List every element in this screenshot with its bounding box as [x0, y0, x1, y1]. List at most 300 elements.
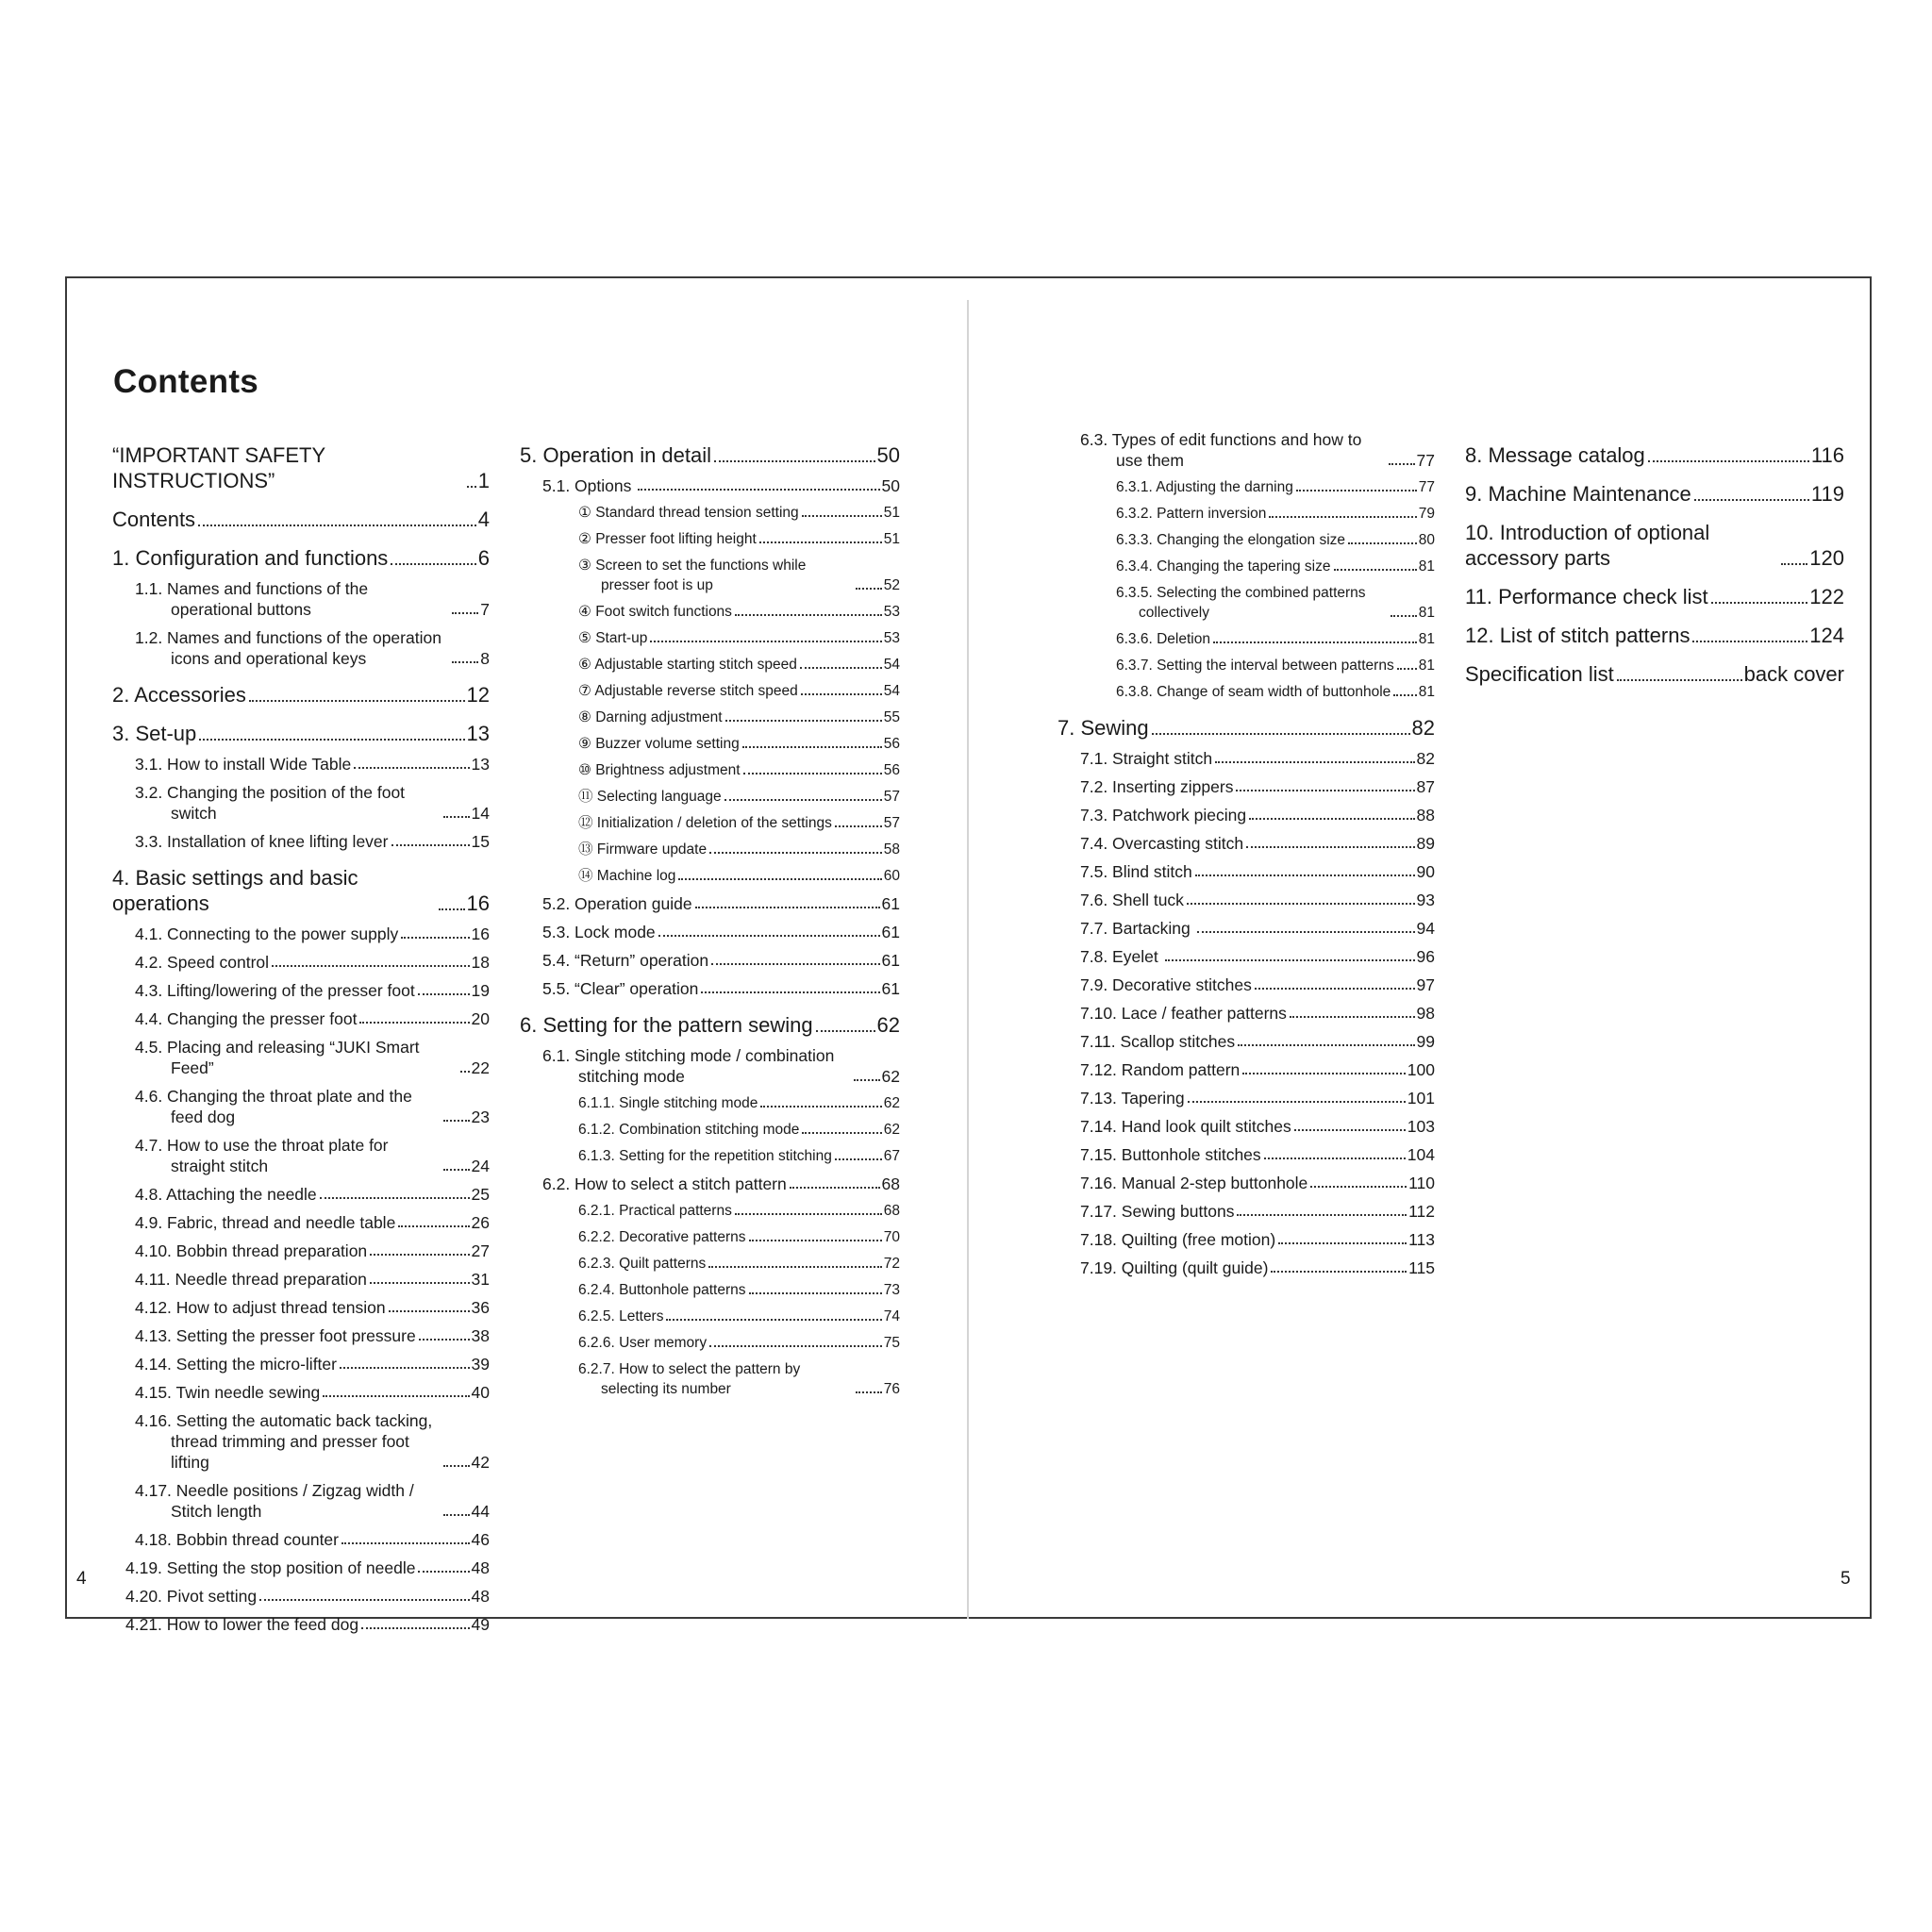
toc-entry-page: 6	[477, 546, 490, 570]
toc-entry-page: 26	[471, 1213, 490, 1232]
dot-leader	[695, 907, 880, 908]
toc-entry[interactable]	[520, 787, 900, 807]
dot-leader	[1238, 1044, 1414, 1046]
dot-leader	[272, 965, 469, 967]
toc-entry[interactable]	[1058, 429, 1435, 471]
toc-entry-page: 57	[883, 815, 900, 831]
toc-column-2	[520, 429, 900, 1399]
dot-leader	[735, 614, 882, 616]
toc-entry[interactable]	[520, 1093, 900, 1113]
dot-leader	[802, 1132, 881, 1134]
toc-entry-title: 7.19. Quilting (quilt guide)	[1080, 1258, 1269, 1277]
toc-entry-page: 68	[883, 1203, 900, 1219]
toc-entry-title: ⑦ Adjustable reverse stitch speed	[578, 683, 798, 699]
toc-entry-page: 81	[1418, 558, 1435, 575]
dot-leader	[1269, 516, 1416, 518]
toc-entry[interactable]	[520, 734, 900, 754]
toc-entry-title: 6.3.4. Changing the tapering size	[1116, 558, 1331, 575]
toc-entry[interactable]	[112, 1557, 490, 1578]
toc-entry[interactable]	[1058, 682, 1435, 702]
toc-entry[interactable]	[520, 708, 900, 727]
toc-entry-title: 4.9. Fabric, thread and needle table	[135, 1213, 396, 1232]
toc-entry[interactable]	[1058, 1003, 1435, 1024]
toc-entry-page: 4	[477, 508, 490, 531]
toc-entry[interactable]	[112, 831, 490, 852]
dot-leader	[361, 1627, 469, 1629]
toc-entry[interactable]	[520, 922, 900, 942]
toc-entry[interactable]	[520, 1333, 900, 1353]
toc-entry[interactable]	[112, 1382, 490, 1403]
toc-entry-title: ⑨ Buzzer volume setting	[578, 736, 740, 752]
toc-entry-page: 60	[883, 868, 900, 884]
toc-entry[interactable]	[520, 1174, 900, 1194]
dot-leader	[443, 1120, 470, 1122]
toc-entry-page: 75	[883, 1335, 900, 1351]
toc-entry[interactable]	[112, 1480, 490, 1522]
toc-entry-page: 76	[883, 1381, 900, 1397]
toc-entry-title: ② Presser foot lifting height	[578, 531, 757, 547]
toc-entry-title: 1. Configuration and functions	[112, 546, 389, 570]
page-gutter	[967, 300, 969, 1619]
toc-entry[interactable]	[112, 721, 490, 746]
dot-leader	[800, 667, 882, 669]
toc-entry[interactable]	[112, 980, 490, 1001]
dot-leader	[1271, 1271, 1407, 1273]
page-number-left: 4	[76, 1569, 87, 1589]
dot-leader	[354, 767, 469, 769]
dot-leader	[1195, 874, 1415, 876]
toc-entry-page: 103	[1407, 1117, 1435, 1136]
page-number-right: 5	[1840, 1569, 1851, 1589]
toc-entry-title: 4.10. Bobbin thread preparation	[135, 1241, 368, 1260]
toc-entry-page: 53	[883, 604, 900, 620]
toc-entry[interactable]	[1058, 974, 1435, 995]
dot-leader	[709, 1345, 882, 1347]
toc-entry[interactable]	[1058, 890, 1435, 910]
toc-entry[interactable]	[520, 866, 900, 886]
toc-entry-title: 7.2. Inserting zippers	[1080, 777, 1234, 796]
toc-entry-title: 7.8. Eyelet	[1080, 947, 1158, 966]
toc-entry-page: 80	[1418, 532, 1435, 548]
toc-entry-page: 54	[883, 683, 900, 699]
toc-entry-title: 7. Sewing	[1058, 716, 1149, 740]
toc-entry[interactable]	[520, 1280, 900, 1300]
toc-entry-page: 46	[471, 1530, 490, 1549]
toc-entry[interactable]	[1465, 584, 1844, 609]
toc-entry[interactable]	[112, 924, 490, 944]
toc-entry[interactable]	[520, 1254, 900, 1274]
toc-entry-title: 7.6. Shell tuck	[1080, 891, 1184, 909]
dot-leader	[323, 1395, 469, 1397]
toc-entry[interactable]	[520, 1201, 900, 1221]
toc-entry-title: 7.13. Tapering	[1080, 1089, 1185, 1108]
dot-leader	[1692, 641, 1807, 642]
toc-entry[interactable]	[1058, 1173, 1435, 1193]
dot-leader	[1237, 1214, 1407, 1216]
toc-entry-title: 5.4. “Return” operation	[542, 951, 709, 970]
dot-leader	[198, 525, 476, 526]
toc-entry-title: 6.3.6. Deletion	[1116, 631, 1210, 647]
toc-entry-page: 19	[471, 981, 490, 1000]
toc-entry[interactable]	[520, 950, 900, 971]
dot-leader	[816, 1030, 875, 1032]
toc-entry[interactable]	[112, 1325, 490, 1346]
toc-entry[interactable]	[112, 1241, 490, 1261]
toc-entry-title: ⑬ Firmware update	[578, 841, 708, 858]
toc-entry-title: 7.17. Sewing buttons	[1080, 1202, 1235, 1221]
toc-entry-page: 40	[471, 1383, 490, 1402]
toc-entry[interactable]	[112, 682, 490, 708]
toc-entry-title: 7.4. Overcasting stitch	[1080, 834, 1244, 853]
dot-leader	[711, 963, 879, 965]
toc-entry-page: 113	[1408, 1230, 1435, 1249]
toc-entry[interactable]	[1058, 629, 1435, 649]
toc-entry-page: 119	[1810, 482, 1844, 506]
toc-entry[interactable]	[520, 840, 900, 859]
dot-leader	[391, 844, 470, 846]
dot-leader	[419, 1339, 470, 1341]
dot-leader	[359, 1022, 469, 1024]
toc-entry-title: 6.3.7. Setting the interval between patterns	[1116, 658, 1394, 674]
dot-leader	[749, 1292, 882, 1294]
dot-leader	[199, 739, 464, 741]
toc-entry[interactable]	[112, 782, 490, 824]
toc-entry-title: 5.1. Options	[542, 476, 632, 495]
toc-entry[interactable]	[520, 1045, 900, 1087]
toc-entry[interactable]	[112, 1410, 490, 1473]
toc-entry-page: 42	[471, 1453, 490, 1472]
toc-entry[interactable]	[520, 681, 900, 701]
dot-leader	[398, 1225, 469, 1227]
toc-entry-title: 4.7. How to use the throat plate for straight stitch	[135, 1136, 389, 1175]
dot-leader	[856, 1391, 882, 1393]
dot-leader	[1617, 679, 1742, 681]
toc-entry-title: ⑤ Start-up	[578, 630, 648, 646]
toc-entry-title: 4.17. Needle positions / Zigzag width / Stitch length	[135, 1481, 414, 1521]
toc-entry[interactable]	[112, 1212, 490, 1233]
toc-entry-title: ⑧ Darning adjustment	[578, 709, 723, 725]
toc-entry[interactable]	[1465, 661, 1844, 687]
dot-leader	[1648, 460, 1809, 462]
toc-entry-title: 4.14. Setting the micro-lifter	[135, 1355, 337, 1374]
toc-entry-title: 4.11. Needle thread preparation	[135, 1270, 367, 1289]
toc-entry[interactable]	[1465, 623, 1844, 648]
dot-leader	[1249, 818, 1414, 820]
toc-entry-title: 4.13. Setting the presser foot pressure	[135, 1326, 416, 1345]
toc-entry-page: 72	[883, 1256, 900, 1272]
toc-entry[interactable]	[112, 1184, 490, 1205]
dot-leader	[759, 541, 882, 543]
toc-entry[interactable]	[520, 529, 900, 549]
toc-entry-title: 8. Message catalog	[1465, 443, 1645, 467]
toc-entry[interactable]	[112, 1008, 490, 1029]
toc-entry[interactable]	[112, 1086, 490, 1127]
toc-entry-page: 110	[1408, 1174, 1435, 1192]
dot-leader	[443, 1169, 470, 1171]
toc-entry[interactable]	[1465, 520, 1844, 571]
page-title: Contents	[113, 363, 259, 400]
toc-entry-page: 73	[883, 1282, 900, 1298]
toc-entry-page: 16	[471, 924, 490, 943]
toc-entry[interactable]	[1058, 1257, 1435, 1278]
toc-entry[interactable]	[520, 628, 900, 648]
toc-entry[interactable]	[520, 1227, 900, 1247]
dot-leader	[701, 991, 879, 993]
toc-entry[interactable]	[520, 602, 900, 622]
toc-entry-page: 23	[471, 1108, 490, 1126]
toc-entry-title: ⑩ Brightness adjustment	[578, 762, 741, 778]
toc-entry-page: 51	[883, 505, 900, 521]
dot-leader	[389, 1310, 470, 1312]
toc-entry[interactable]	[112, 1269, 490, 1290]
toc-entry-page: 50	[876, 443, 900, 467]
toc-entry-title: Contents	[112, 508, 196, 531]
dot-leader	[1781, 563, 1807, 565]
toc-entry[interactable]	[520, 475, 900, 496]
toc-entry-title: 6.3. Types of edit functions and how to use them	[1080, 430, 1362, 470]
toc-entry[interactable]	[112, 627, 490, 669]
toc-entry-page: 61	[881, 951, 900, 970]
toc-entry-title: 12. List of stitch patterns	[1465, 624, 1690, 647]
toc-entry-page: 12	[466, 683, 490, 707]
dot-leader	[1310, 1186, 1407, 1188]
toc-entry[interactable]	[1058, 748, 1435, 769]
toc-entry[interactable]	[1058, 946, 1435, 967]
toc-entry-title: 7.1. Straight stitch	[1080, 749, 1213, 768]
toc-entry-title: ⑭ Machine log	[578, 868, 676, 884]
toc-entry[interactable]	[520, 813, 900, 833]
toc-entry-page: 97	[1416, 975, 1435, 994]
dot-leader	[1187, 903, 1415, 905]
toc-entry-title: 5.5. “Clear” operation	[542, 979, 699, 998]
dot-leader	[259, 1599, 469, 1601]
dot-leader	[1348, 542, 1417, 544]
toc-entry-title: 3.2. Changing the position of the foot switch	[135, 783, 406, 823]
toc-entry-title: 4.1. Connecting to the power supply	[135, 924, 399, 943]
toc-entry-page: 27	[471, 1241, 490, 1260]
dot-leader	[1389, 463, 1415, 465]
toc-entry[interactable]	[112, 545, 490, 571]
toc-entry-page: 20	[471, 1009, 490, 1028]
dot-leader	[418, 1571, 469, 1573]
toc-entry-title: 7.9. Decorative stitches	[1080, 975, 1252, 994]
dot-leader	[439, 908, 465, 910]
toc-entry[interactable]	[520, 1359, 900, 1399]
toc-entry[interactable]	[520, 503, 900, 523]
toc-entry-page: 56	[883, 736, 900, 752]
toc-entry-page: 101	[1407, 1089, 1435, 1108]
toc-entry[interactable]	[1465, 481, 1844, 507]
toc-entry[interactable]	[1058, 833, 1435, 854]
toc-entry-title: 6.2. How to select a stitch pattern	[542, 1174, 787, 1193]
toc-entry-title: 4.21. How to lower the feed dog	[125, 1615, 359, 1634]
toc-entry[interactable]	[112, 1037, 490, 1078]
toc-entry[interactable]	[1058, 1144, 1435, 1165]
toc-entry[interactable]	[520, 1120, 900, 1140]
toc-entry-page: 56	[883, 762, 900, 778]
dot-leader	[790, 1187, 880, 1189]
toc-entry-title: 5.2. Operation guide	[542, 894, 692, 913]
dot-leader	[1391, 615, 1417, 617]
toc-entry-title: 4.2. Speed control	[135, 953, 270, 972]
toc-entry-title: 6.2.5. Letters	[578, 1308, 664, 1324]
toc-entry-page: 70	[883, 1229, 900, 1245]
toc-entry-title: 6.2.1. Practical patterns	[578, 1203, 732, 1219]
toc-entry[interactable]	[1058, 861, 1435, 882]
dot-leader	[678, 878, 881, 880]
toc-entry[interactable]	[112, 1297, 490, 1318]
toc-entry[interactable]	[112, 754, 490, 774]
toc-entry-page: 122	[1809, 585, 1844, 608]
dot-leader	[1296, 490, 1417, 491]
toc-entry-title: 7.11. Scallop stitches	[1080, 1032, 1236, 1051]
dot-leader	[749, 1240, 882, 1241]
toc-entry[interactable]	[1058, 918, 1435, 939]
toc-entry-title: 9. Machine Maintenance	[1465, 482, 1691, 506]
toc-entry-title: Specification list	[1465, 662, 1614, 686]
toc-entry-page: 112	[1408, 1202, 1435, 1221]
toc-entry[interactable]	[1058, 1031, 1435, 1052]
toc-entry-page: 14	[471, 804, 490, 823]
toc-entry-title: 6.1.3. Setting for the repetition stitching	[578, 1148, 832, 1164]
toc-entry-page: 104	[1407, 1145, 1435, 1164]
toc-entry-title: 6.3.3. Changing the elongation size	[1116, 532, 1346, 548]
toc-entry-title: 11. Performance check list	[1465, 585, 1708, 608]
toc-entry-title: 5. Operation in detail	[520, 443, 712, 467]
toc-entry-page: 48	[471, 1558, 490, 1577]
toc-entry[interactable]	[1058, 776, 1435, 797]
toc-entry-title: 6.3.1. Adjusting the darning	[1116, 479, 1293, 495]
toc-entry-title: 7.7. Bartacking	[1080, 919, 1191, 938]
toc-entry-page: 98	[1416, 1004, 1435, 1023]
dot-leader	[742, 746, 882, 748]
toc-entry-page: 51	[883, 531, 900, 547]
toc-entry[interactable]	[112, 1614, 490, 1635]
toc-entry-page: 18	[471, 953, 490, 972]
toc-entry-page: 62	[881, 1067, 900, 1086]
toc-entry[interactable]	[112, 1529, 490, 1550]
dot-leader	[1264, 1158, 1406, 1159]
toc-entry-title: ⑥ Adjustable starting stitch speed	[578, 657, 797, 673]
toc-entry-title: 6.1.2. Combination stitching mode	[578, 1122, 800, 1138]
toc-entry-page: 61	[881, 894, 900, 913]
toc-entry[interactable]	[520, 1146, 900, 1166]
toc-entry-page: 8	[480, 649, 490, 668]
dot-leader	[708, 1266, 881, 1268]
dot-leader	[650, 641, 881, 642]
dot-leader	[1393, 694, 1416, 696]
dot-leader	[1236, 790, 1414, 791]
toc-entry[interactable]	[112, 1354, 490, 1374]
toc-entry-page: 82	[1411, 716, 1435, 740]
toc-entry[interactable]	[112, 952, 490, 973]
toc-entry-title: 6.2.4. Buttonhole patterns	[578, 1282, 746, 1298]
dot-leader	[370, 1282, 470, 1284]
toc-entry[interactable]	[520, 893, 900, 914]
toc-column-1	[112, 429, 490, 1635]
toc-entry-page: 25	[471, 1185, 490, 1204]
toc-entry[interactable]	[520, 556, 900, 595]
toc-entry-title: 7.5. Blind stitch	[1080, 862, 1192, 881]
toc-entry[interactable]	[112, 1135, 490, 1176]
toc-entry[interactable]	[1058, 504, 1435, 524]
dot-leader	[1215, 761, 1414, 763]
toc-entry[interactable]	[1058, 1088, 1435, 1108]
toc-entry[interactable]	[1058, 583, 1435, 623]
toc-entry-page: 81	[1418, 658, 1435, 674]
toc-entry-page: 44	[471, 1502, 490, 1521]
dot-leader	[1334, 569, 1417, 571]
dot-leader	[760, 1106, 881, 1108]
toc-entry-page: 36	[471, 1298, 490, 1317]
toc-entry-page: 77	[1418, 479, 1435, 495]
toc-entry-title: 4. Basic settings and basic operations	[112, 866, 358, 915]
toc-entry[interactable]	[1058, 1201, 1435, 1222]
toc-entry-page: 116	[1810, 443, 1844, 467]
toc-entry-page: 13	[471, 755, 490, 774]
toc-entry[interactable]	[520, 1012, 900, 1038]
toc-entry[interactable]	[1058, 1116, 1435, 1137]
toc-entry[interactable]	[520, 760, 900, 780]
toc-entry-title: 6.3.2. Pattern inversion	[1116, 506, 1267, 522]
dot-leader	[854, 1079, 880, 1081]
toc-entry[interactable]	[1058, 805, 1435, 825]
dot-leader	[1290, 1016, 1415, 1018]
toc-entry-page: 89	[1416, 834, 1435, 853]
dot-leader	[443, 1465, 470, 1467]
toc-entry[interactable]	[1465, 442, 1844, 468]
toc-entry[interactable]	[520, 442, 900, 468]
dot-leader	[638, 489, 879, 491]
toc-entry-page: 100	[1407, 1060, 1435, 1079]
dot-leader	[452, 661, 478, 663]
toc-entry[interactable]	[520, 1307, 900, 1326]
dot-leader	[1188, 1101, 1406, 1103]
dot-leader	[452, 612, 478, 614]
dot-leader	[1397, 668, 1417, 670]
toc-entry-page: 13	[466, 722, 490, 745]
toc-entry[interactable]	[112, 578, 490, 620]
toc-entry-page: back cover	[1743, 662, 1844, 686]
toc-entry[interactable]	[1058, 557, 1435, 576]
toc-entry[interactable]	[1058, 715, 1435, 741]
toc-entry[interactable]	[520, 978, 900, 999]
toc-entry[interactable]	[1058, 1059, 1435, 1080]
toc-entry[interactable]	[1058, 530, 1435, 550]
toc-entry-page: 39	[471, 1355, 490, 1374]
dot-leader	[714, 460, 874, 462]
toc-entry[interactable]	[112, 442, 490, 493]
toc-entry[interactable]	[1058, 477, 1435, 497]
dot-leader	[391, 563, 475, 565]
dot-leader	[666, 1319, 881, 1321]
toc-entry[interactable]	[112, 865, 490, 916]
toc-entry[interactable]	[112, 1586, 490, 1607]
toc-entry-title: 1.2. Names and functions of the operation icons and operational keys	[135, 628, 441, 668]
toc-entry[interactable]	[112, 507, 490, 532]
toc-entry-title: ④ Foot switch functions	[578, 604, 732, 620]
toc-entry-title: 6. Setting for the pattern sewing	[520, 1013, 813, 1037]
toc-entry[interactable]	[1058, 1229, 1435, 1250]
toc-entry-title: 6.2.2. Decorative patterns	[578, 1229, 746, 1245]
dot-leader	[320, 1197, 470, 1199]
toc-entry[interactable]	[520, 655, 900, 675]
toc-entry-page: 79	[1418, 506, 1435, 522]
dot-leader	[467, 486, 476, 488]
toc-entry-page: 53	[883, 630, 900, 646]
toc-entry-title: 6.2.7. How to select the pattern by selecting its number	[578, 1361, 801, 1397]
toc-entry[interactable]	[1058, 656, 1435, 675]
